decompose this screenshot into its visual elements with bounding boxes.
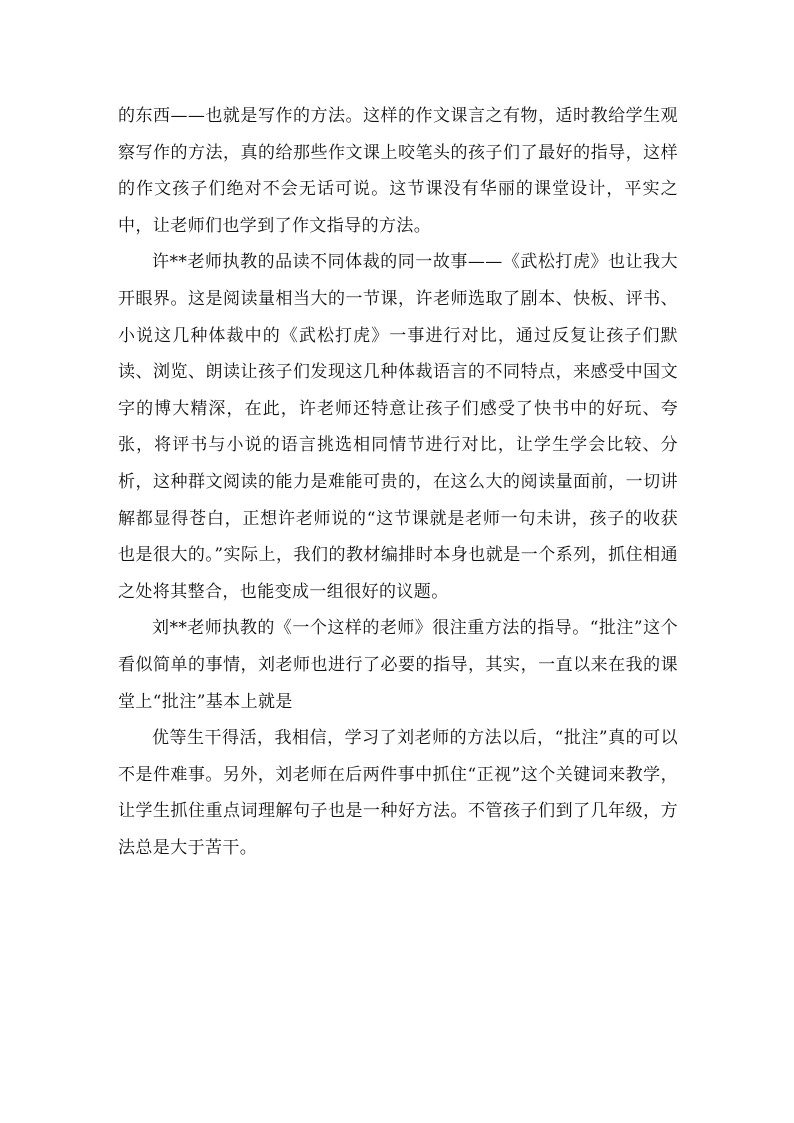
document-page — [118, 98, 678, 866]
paragraph-3: 刘**老师执教的《一个这样的老师》很注重方法的指导。“批注”这个看似简单的事情，刘老师也进行了必要的指导，其实，一直以来在我的课堂上“批注”基本上就是 — [118, 618, 678, 712]
paragraph-1: 的东西——也就是写作的方法。这样的作文课言之有物，适时教给学生观察写作的方法，真的给那些作文课上咬笔头的孩子们了最好的指导，这样的作文孩子们绝对不会无话可说。这节课没有华丽的课堂设计，平实之中，让老师们也学到了作文指导的方法。 — [118, 106, 678, 236]
paragraph-4: 优等生干得活，我相信，学习了刘老师的方法以后，“批注”真的可以不是件难事。另外，刘老师在后两件事中抓住“正视”这个关键词来教学，让学生抓住重点词理解句子也是一种好方法。不管孩子们到了几年级，方法总是大于苦干。 — [118, 728, 678, 858]
paragraph-2: 许**老师执教的品读不同体裁的同一故事——《武松打虎》也让我大开眼界。这是阅读量相当大的一节课，许老师选取了剧本、快板、评书、小说这几种体裁中的《武松打虎》一事进行对比，通过反复让孩子们默读、浏览、朗读让孩子们发现这几种体裁语言的不同特点，来感受中国文字的博大精深，在此，许老师还特意让孩子们感受了快书中的好玩、夸张，将评书与小说的语言挑选相同情节进行对比，让学生学会比较、分析，这种群文阅读的能力是难能可贵的，在这么大的阅读量面前，一切讲解都显得苍白，正想许老师说的“这节课就是老师一句未讲，孩子的收获也是很大的。”实际上，我们的教材编排时本身也就是一个系列，抓住相通之处将其整合，也能变成一组很好的议题。 — [118, 252, 678, 602]
